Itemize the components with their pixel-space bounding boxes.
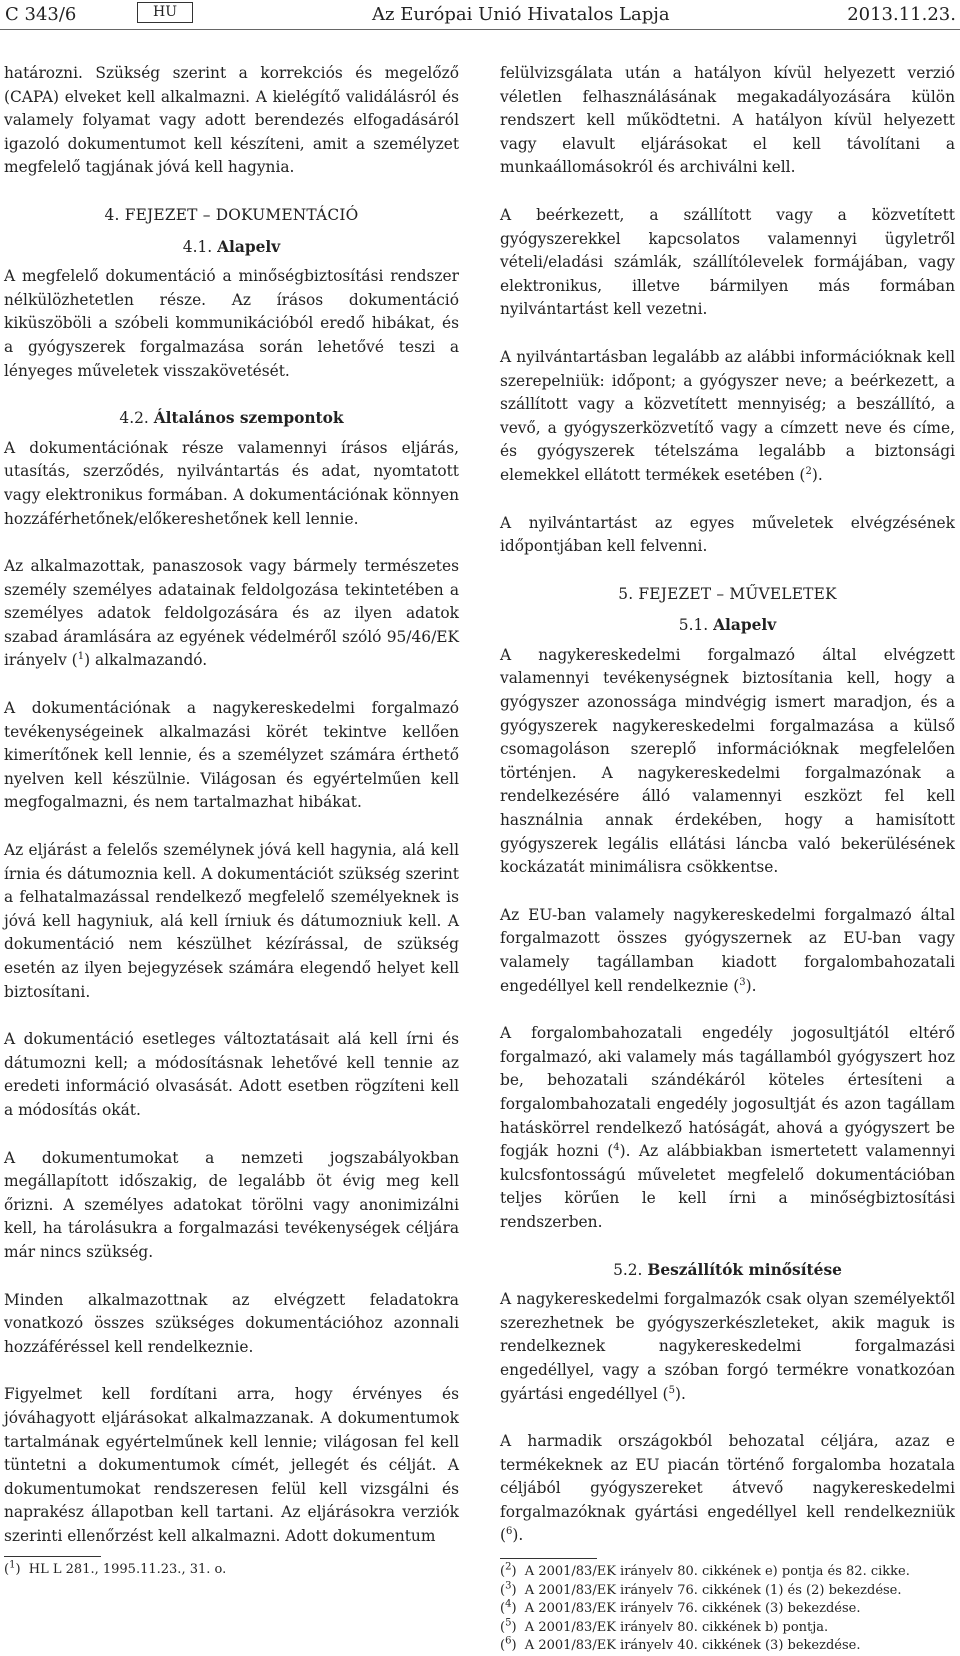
paragraph: Minden alkalmazottnak az elvégzett feladatokra vonatkozó összes szükséges dokumentációhoz azonnali hozzáféréssel kell rendelkeznie. [4, 1290, 459, 1356]
paragraph: Figyelmet kell fordítani arra, hogy érvényes és jóváhagyott eljárásokat alkalmazzanak. A dokumentumok tartalmának egyértelműnek kell lennie; világosan fel kell tüntetni a dokumentumok címét, jellegét és célját. A dokumentumokat rendszeresen felül kell vizsgálni és naprakész állapotban kell tartani. Az eljárásokra verziók szerinti ellenőrzést kell alkalmazni. Adott dokumentum [4, 1385, 459, 1545]
paragraph: Az eljárást a felelős személynek jóvá kell hagynia, alá kell írnia és dátumoznia kell. A dokumentációt szükség szerint a felhatalmazással rendelkező megfelelő személyeknek is jóvá kell hagyniuk, alá kell írniuk és dátumozniuk kell. A dokumentáció nem készülhet kézírással, de szükség esetén az ilyen bejegyzések számára elegendő helyet kell biztosítani. [4, 841, 459, 1001]
footnote-number: 6 [505, 1635, 512, 1647]
section-title: Alapelv [217, 237, 281, 256]
footnote: ($^4$) A 2001/83/EK irányelv 76. cikkének (3) bekezdése. [500, 1598, 861, 1617]
footnote-number: 1 [9, 1560, 16, 1572]
footnote-text: A 2001/83/EK irányelv 80. cikkének b) pontja. [524, 1619, 829, 1635]
paragraph [500, 1288, 955, 1406]
paragraph: határozni. Szükség szerint a korrekciós és megelőző (CAPA) elveket kell alkalmazni. A kielégítő validálásról és valamely folyamat vagy adott berendezés elfogadásáról igazoló dokumentumot kell készíteni, amit a személyzet megfelelő tagjának jóvá kell hagynia. [4, 64, 459, 177]
footnote: ($^3$) A 2001/83/EK irányelv 76. cikkének (1) és (2) bekezdése. [500, 1580, 902, 1598]
footnote-ref: 4 [613, 1142, 620, 1154]
paragraph [500, 1430, 955, 1548]
paragraph-text: A forgalombahozatali engedély jogosultjától eltérő forgalmazó, aki valamely más tagállamból gyógyszert hoz be, behozatali szándékáról köteles értesíteni a forgalombahozatali engedély jogosultját és azon tagállam hatáskörrel rendelkező hatóságát, ahová a gyógyszert be fogják hozni ( [500, 1024, 955, 1161]
section-heading [4, 407, 459, 431]
section-number: 4.1. [182, 237, 213, 256]
paragraph-text: ). [745, 976, 757, 995]
section-heading [500, 614, 955, 638]
footnote-ref: 2 [805, 465, 812, 477]
footnote-list [500, 1563, 955, 1656]
paragraph-text: A nyilvántartásban legalább az alábbi információknak kell szerepelniük: időpont; a gyógyszer neve; a beérkezett, a szállított vagy a közvetített mennyiség; a beszállító, a vevő, a gyógyszerközvetítő vagy a címzett neve és címe, és gyógyszerek tételszáma legalább a biztonsági elemekkel ellátott termékek esetében ( [500, 347, 955, 484]
chapter-heading: 4. FEJEZET – DOKUMENTÁCIÓ [104, 205, 359, 224]
paragraph: felülvizsgálata után a hatályon kívül helyezett verzió véletlen felhasználásának megakadályozására külön rendszert kell működtetni. A hatályon kívül helyezett vagy elavult eljárásokat el kell távolítani a munkaállomásokról és archiválni kell. [500, 64, 955, 177]
paragraph-text: ). Az alábbiakban ismertetett valamennyi kulcsfontosságú műveletet megfelelő dokumentációban teljes körűen le kell írni a minőségbiztosítási rendszerben. [500, 1142, 955, 1231]
section-number: 5.1. [678, 616, 709, 635]
footnote-number: 3 [505, 1580, 512, 1592]
language-badge: HU [137, 2, 193, 23]
header-rule [0, 29, 960, 30]
section-number: 4.2. [119, 409, 149, 428]
paragraph: A beérkezett, a szállított vagy a közvetített gyógyszerekkel kapcsolatos valamennyi ügyletről vételi/eladási számlák, szállítólevelek formájában, vagy elektronikus, illetve bármilyen más formában nyilvántartást kell vezetni. [500, 205, 955, 319]
footnote: ($^1$) HL L 281., 1995.11.23., 31. o. [4, 1560, 227, 1578]
section-heading [4, 236, 459, 260]
section-title: Általános szempontok [153, 409, 344, 428]
paragraph [500, 346, 955, 488]
paragraph [4, 555, 459, 673]
paragraph: A nyilvántartást az egyes műveletek elvégzésének időpontjában kell felvenni. [500, 513, 955, 556]
footnote-number: 2 [505, 1561, 512, 1573]
paragraph [500, 1022, 955, 1234]
footnote-text: A 2001/83/EK irányelv 80. cikkének e) pontja és 82. cikke. [524, 1564, 910, 1580]
section-title: Beszállítók minősítése [647, 1260, 842, 1279]
paragraph-text: ). [512, 1526, 524, 1545]
footnote-number: 4 [505, 1598, 512, 1610]
publication-date: 2013.11.23. [847, 4, 956, 25]
paragraph-text: Az EU-ban valamely nagykereskedelmi forgalmazó által forgalmazott összes gyógyszernek az EU-ban vagy valamely tagállamban kiadott forgalombahozatali engedéllyel kell rendelkeznie ( [500, 905, 955, 995]
paragraph: A dokumentumokat a nemzeti jogszabályokban megállapított időszakig, de legalább öt évig meg kell őrizni. A személyes adatokat törölni vagy anonimizálni kell, ha tárolásukra a forgalmazási tevékenységek céljára már nincs szükség. [4, 1148, 459, 1261]
paragraph: A dokumentációnak része valamennyi írásos eljárás, utasítás, szerződés, nyilvántartás és adat, nyomtatott vagy elektronikus formában. A dokumentációnak könnyen hozzáférhetőnek/előkereshetőnek kell lennie. [4, 438, 459, 528]
footnote: ($^2$) A 2001/83/EK irányelv 80. cikkének e) pontja és 82. cikke. [500, 1561, 910, 1580]
paragraph-text: A nagykereskedelmi forgalmazók csak olyan személyektől szerezhetnek be gyógyszerkészleteket, akik maguk is rendelkeznek nagykereskedelmi forgalmazási engedéllyel, vagy a szóban forgó termékre vonatkozóan gyártási engedéllyel ( [500, 1290, 955, 1403]
footnote-ref: 6 [506, 1526, 513, 1538]
footnote-text: A 2001/83/EK irányelv 40. cikkének (3) bekezdése. [524, 1638, 861, 1654]
right-column [500, 62, 955, 1656]
footnote-text: A 2001/83/EK irányelv 76. cikkének (1) és (2) bekezdése. [524, 1582, 902, 1598]
section-number: 5.2. [613, 1260, 643, 1279]
footnote: ($^6$) A 2001/83/EK irányelv 40. cikkének (3) bekezdése. [500, 1635, 861, 1654]
paragraph-text: ). [674, 1384, 686, 1403]
footnote-number: 5 [505, 1617, 512, 1629]
paragraph: A megfelelő dokumentáció a minőségbiztosítási rendszer nélkülözhetetlen része. Az írásos dokumentáció kiküszöböli a szóbeli kommunikációból eredő hibákat, és a gyógyszerek forgalmazása során lehetővé teszi a lényeges műveletek visszakövetését. [4, 267, 459, 380]
page-header [0, 0, 960, 34]
page-number: C 343/6 [5, 4, 77, 25]
paragraph-text: ) alkalmazandó. [84, 651, 208, 670]
footnote: ($^5$) A 2001/83/EK irányelv 80. cikkének b) pontja. [500, 1617, 829, 1635]
paragraph-text: A harmadik országokból behozatal céljára, azaz e termékeknek az EU piacán történő forgalomba hozatala céljából gyógyszereket átvevő nagykereskedelmi forgalmazóknak gyártási engedéllyel kell rendelkezniük ( [500, 1432, 955, 1545]
section-title: Alapelv [713, 616, 777, 635]
paragraph-text: ). [811, 465, 823, 484]
journal-title: Az Európai Unió Hivatalos Lapja [372, 4, 670, 25]
footnote-text: HL L 281., 1995.11.23., 31. o. [28, 1562, 227, 1578]
footnote-ref: 3 [739, 976, 746, 988]
paragraph: A dokumentációnak a nagykereskedelmi forgalmazó tevékenységeinek alkalmazási körét tekintve kellően kimerítőnek kell lennie, és a személyzet számára érthető nyelven kell készülnie. Világosan és egyértelműen kell megfogalmazni, és nem tartalmazhat hibákat. [4, 699, 459, 812]
paragraph-text: Az alkalmazottak, panaszosok vagy bármely természetes személy személyes adatainak feldolgozása tekintetében a személyes adatok feldolgozására és az ilyen adatok szabad áramlására az egyének védelméről szóló 95/46/EK irányelv ( [4, 557, 459, 670]
left-column [4, 62, 459, 1580]
footnote-text: A 2001/83/EK irányelv 76. cikkének (3) bekezdése. [524, 1601, 861, 1617]
chapter-heading: 5. FEJEZET – MŰVELETEK [618, 584, 837, 603]
paragraph: A nagykereskedelmi forgalmazó által elvégzett valamennyi tevékenységnek biztosítania kell, hogy a gyógyszer azonossága mindvégig ismert maradjon, és a gyógyszerek nagykereskedelmi forgalmazása a külső csomagoláson szereplő információknak megfelelően történjen. A nagykereskedelmi forgalmazónak a rendelkezésére álló valamennyi eszközt fel kell használnia annak érdekében, hogy a hamisított gyógyszerek legális ellátási láncba való bekerülésének kockázatát minimálisra csökkentse. [500, 645, 955, 877]
paragraph: A dokumentáció esetleges változtatásait alá kell írni és dátumozni kell; a módosításnak lehetővé kell tennie az eredeti információ olvasását. Adott esetben rögzíteni kell a módosítás okát. [4, 1030, 459, 1119]
footnote-rule [500, 1558, 597, 1559]
footnote-ref: 1 [77, 651, 85, 663]
footnote-ref: 5 [668, 1384, 675, 1396]
footnote-rule [4, 1556, 101, 1557]
paragraph [500, 904, 955, 998]
section-heading [500, 1259, 955, 1283]
